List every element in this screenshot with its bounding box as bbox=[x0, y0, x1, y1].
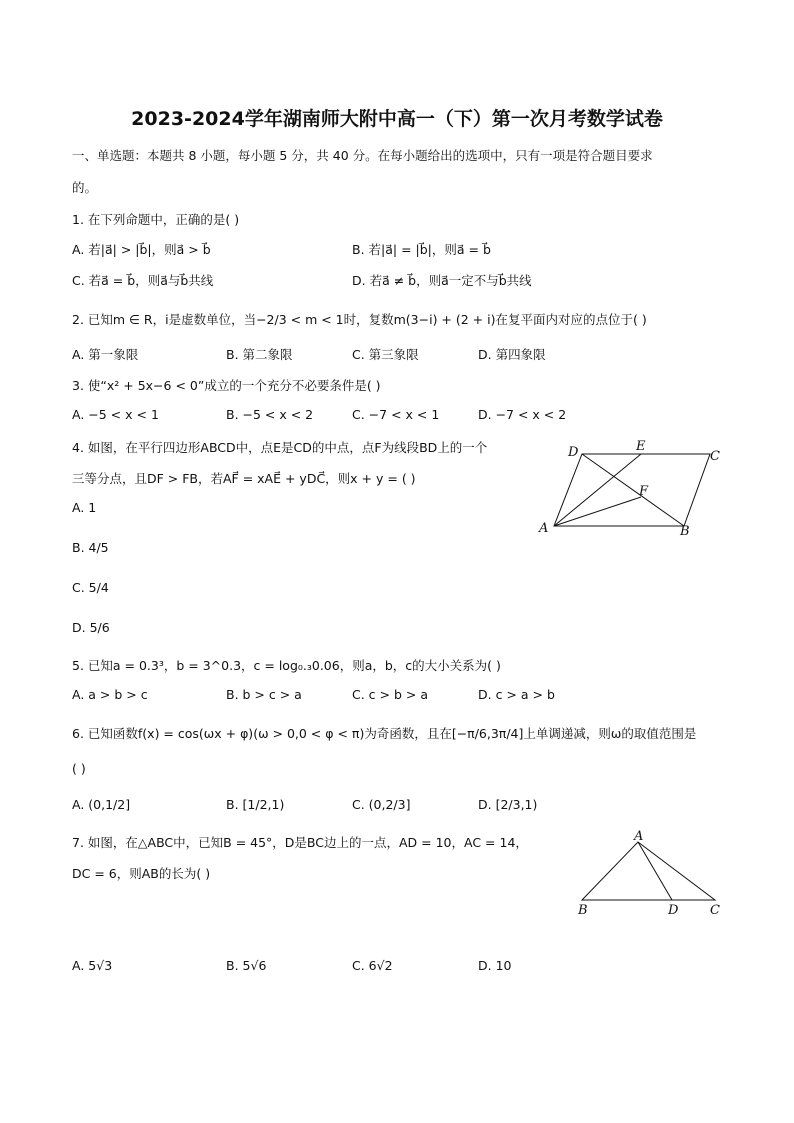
figure7-label-b: B bbox=[578, 903, 588, 918]
figure4-label-c: C bbox=[710, 449, 720, 464]
question-5-stem: 5. 已知a = 0.3³，b = 3^0.3，c = log₀.₃0.06，则a，b，c的大小关系为( ) bbox=[72, 658, 501, 673]
q6-option-d: D. [2/3,1) bbox=[478, 797, 538, 812]
section-heading-line1: 一、单选题：本题共 8 小题，每小题 5 分，共 40 分。在每小题给出的选项中，只有一项是符合题目要求 bbox=[72, 148, 653, 163]
segment-ad bbox=[638, 842, 672, 900]
section-heading-line2: 的。 bbox=[72, 180, 98, 195]
q7-option-b: B. 5√6 bbox=[226, 958, 267, 973]
question-2-stem: 2. 已知m ∈ R，i是虚数单位，当−2/3 < m < 1时，复数m(3−i) + (2 + i)在复平面内对应的点位于( ) bbox=[72, 312, 647, 327]
triangle-outline bbox=[582, 842, 715, 900]
q7-option-a: A. 5√3 bbox=[72, 958, 113, 973]
q1-option-d: D. 若a⃗ ≠ b⃗，则a⃗一定不与b⃗共线 bbox=[352, 273, 532, 288]
q6-option-c: C. (0,2/3] bbox=[352, 797, 411, 812]
q5-option-b: B. b > c > a bbox=[226, 687, 302, 702]
q6-option-b: B. [1/2,1) bbox=[226, 797, 285, 812]
q5-option-c: C. c > b > a bbox=[352, 687, 428, 702]
question-7-stem-line1: 7. 如图，在△ABC中，已知B = 45°，D是BC边上的一点，AD = 10，AC = 14， bbox=[72, 835, 528, 850]
q3-option-c: C. −7 < x < 1 bbox=[352, 407, 440, 422]
question-7-stem-line2: DC = 6，则AB的长为( ) bbox=[72, 866, 211, 881]
figure7-label-c: C bbox=[710, 903, 720, 918]
parallelogram-outline bbox=[554, 454, 710, 526]
page-title: 2023-2024学年湖南师大附中高一（下）第一次月考数学试卷 bbox=[131, 108, 663, 130]
question-1-stem: 1. 在下列命题中，正确的是( ) bbox=[72, 212, 240, 227]
q7-option-d: D. 10 bbox=[478, 958, 512, 973]
q2-option-c: C. 第三象限 bbox=[352, 347, 419, 362]
figure7-label-d: D bbox=[668, 903, 679, 918]
q2-option-d: D. 第四象限 bbox=[478, 347, 546, 362]
q4-option-b: B. 4/5 bbox=[72, 540, 109, 555]
figure4-label-d: D bbox=[568, 445, 579, 460]
figure4-label-a: A bbox=[539, 521, 549, 536]
q1-option-b: B. 若|a⃗| = |b⃗|，则a⃗ = b⃗ bbox=[352, 242, 491, 257]
q3-option-a: A. −5 < x < 1 bbox=[72, 407, 159, 422]
q4-option-c: C. 5/4 bbox=[72, 580, 109, 595]
q4-option-a: A. 1 bbox=[72, 500, 97, 515]
q2-option-b: B. 第二象限 bbox=[226, 347, 293, 362]
q4-option-d: D. 5/6 bbox=[72, 620, 110, 635]
q1-option-c: C. 若a⃗ = b⃗，则a⃗与b⃗共线 bbox=[72, 273, 214, 288]
figure4-label-f: F bbox=[639, 484, 649, 499]
segment-af bbox=[554, 497, 641, 526]
question-6-stem-line1: 6. 已知函数f(x) = cos(ωx + φ)(ω > 0,0 < φ < π)为奇函数，且在[−π/6,3π/4]上单调递减，则ω的取值范围是 bbox=[72, 726, 697, 741]
q5-option-d: D. c > a > b bbox=[478, 687, 555, 702]
question-4-stem-line1: 4. 如图，在平行四边形ABCD中，点E是CD的中点，点F为线段BD上的一个 bbox=[72, 440, 488, 455]
triangle-figure bbox=[570, 826, 730, 922]
q3-option-b: B. −5 < x < 2 bbox=[226, 407, 314, 422]
q2-option-a: A. 第一象限 bbox=[72, 347, 139, 362]
figure4-label-b: B bbox=[680, 524, 690, 539]
q3-option-d: D. −7 < x < 2 bbox=[478, 407, 567, 422]
question-3-stem: 3. 使“x² + 5x−6 < 0”成立的一个充分不必要条件是( ) bbox=[72, 378, 381, 393]
q1-option-a: A. 若|a⃗| > |b⃗|，则a⃗ > b⃗ bbox=[72, 242, 211, 257]
q5-option-a: A. a > b > c bbox=[72, 687, 148, 702]
q7-option-c: C. 6√2 bbox=[352, 958, 393, 973]
question-6-stem-line2: ( ) bbox=[72, 761, 86, 776]
question-4-stem-line2: 三等分点，且DF > FB，若AF⃗ = xAE⃗ + yDC⃗，则x + y = ( ) bbox=[72, 471, 416, 486]
parallelogram-figure bbox=[530, 432, 730, 542]
q6-option-a: A. (0,1/2] bbox=[72, 797, 131, 812]
figure4-label-e: E bbox=[636, 439, 646, 454]
figure7-label-a: A bbox=[634, 829, 644, 844]
